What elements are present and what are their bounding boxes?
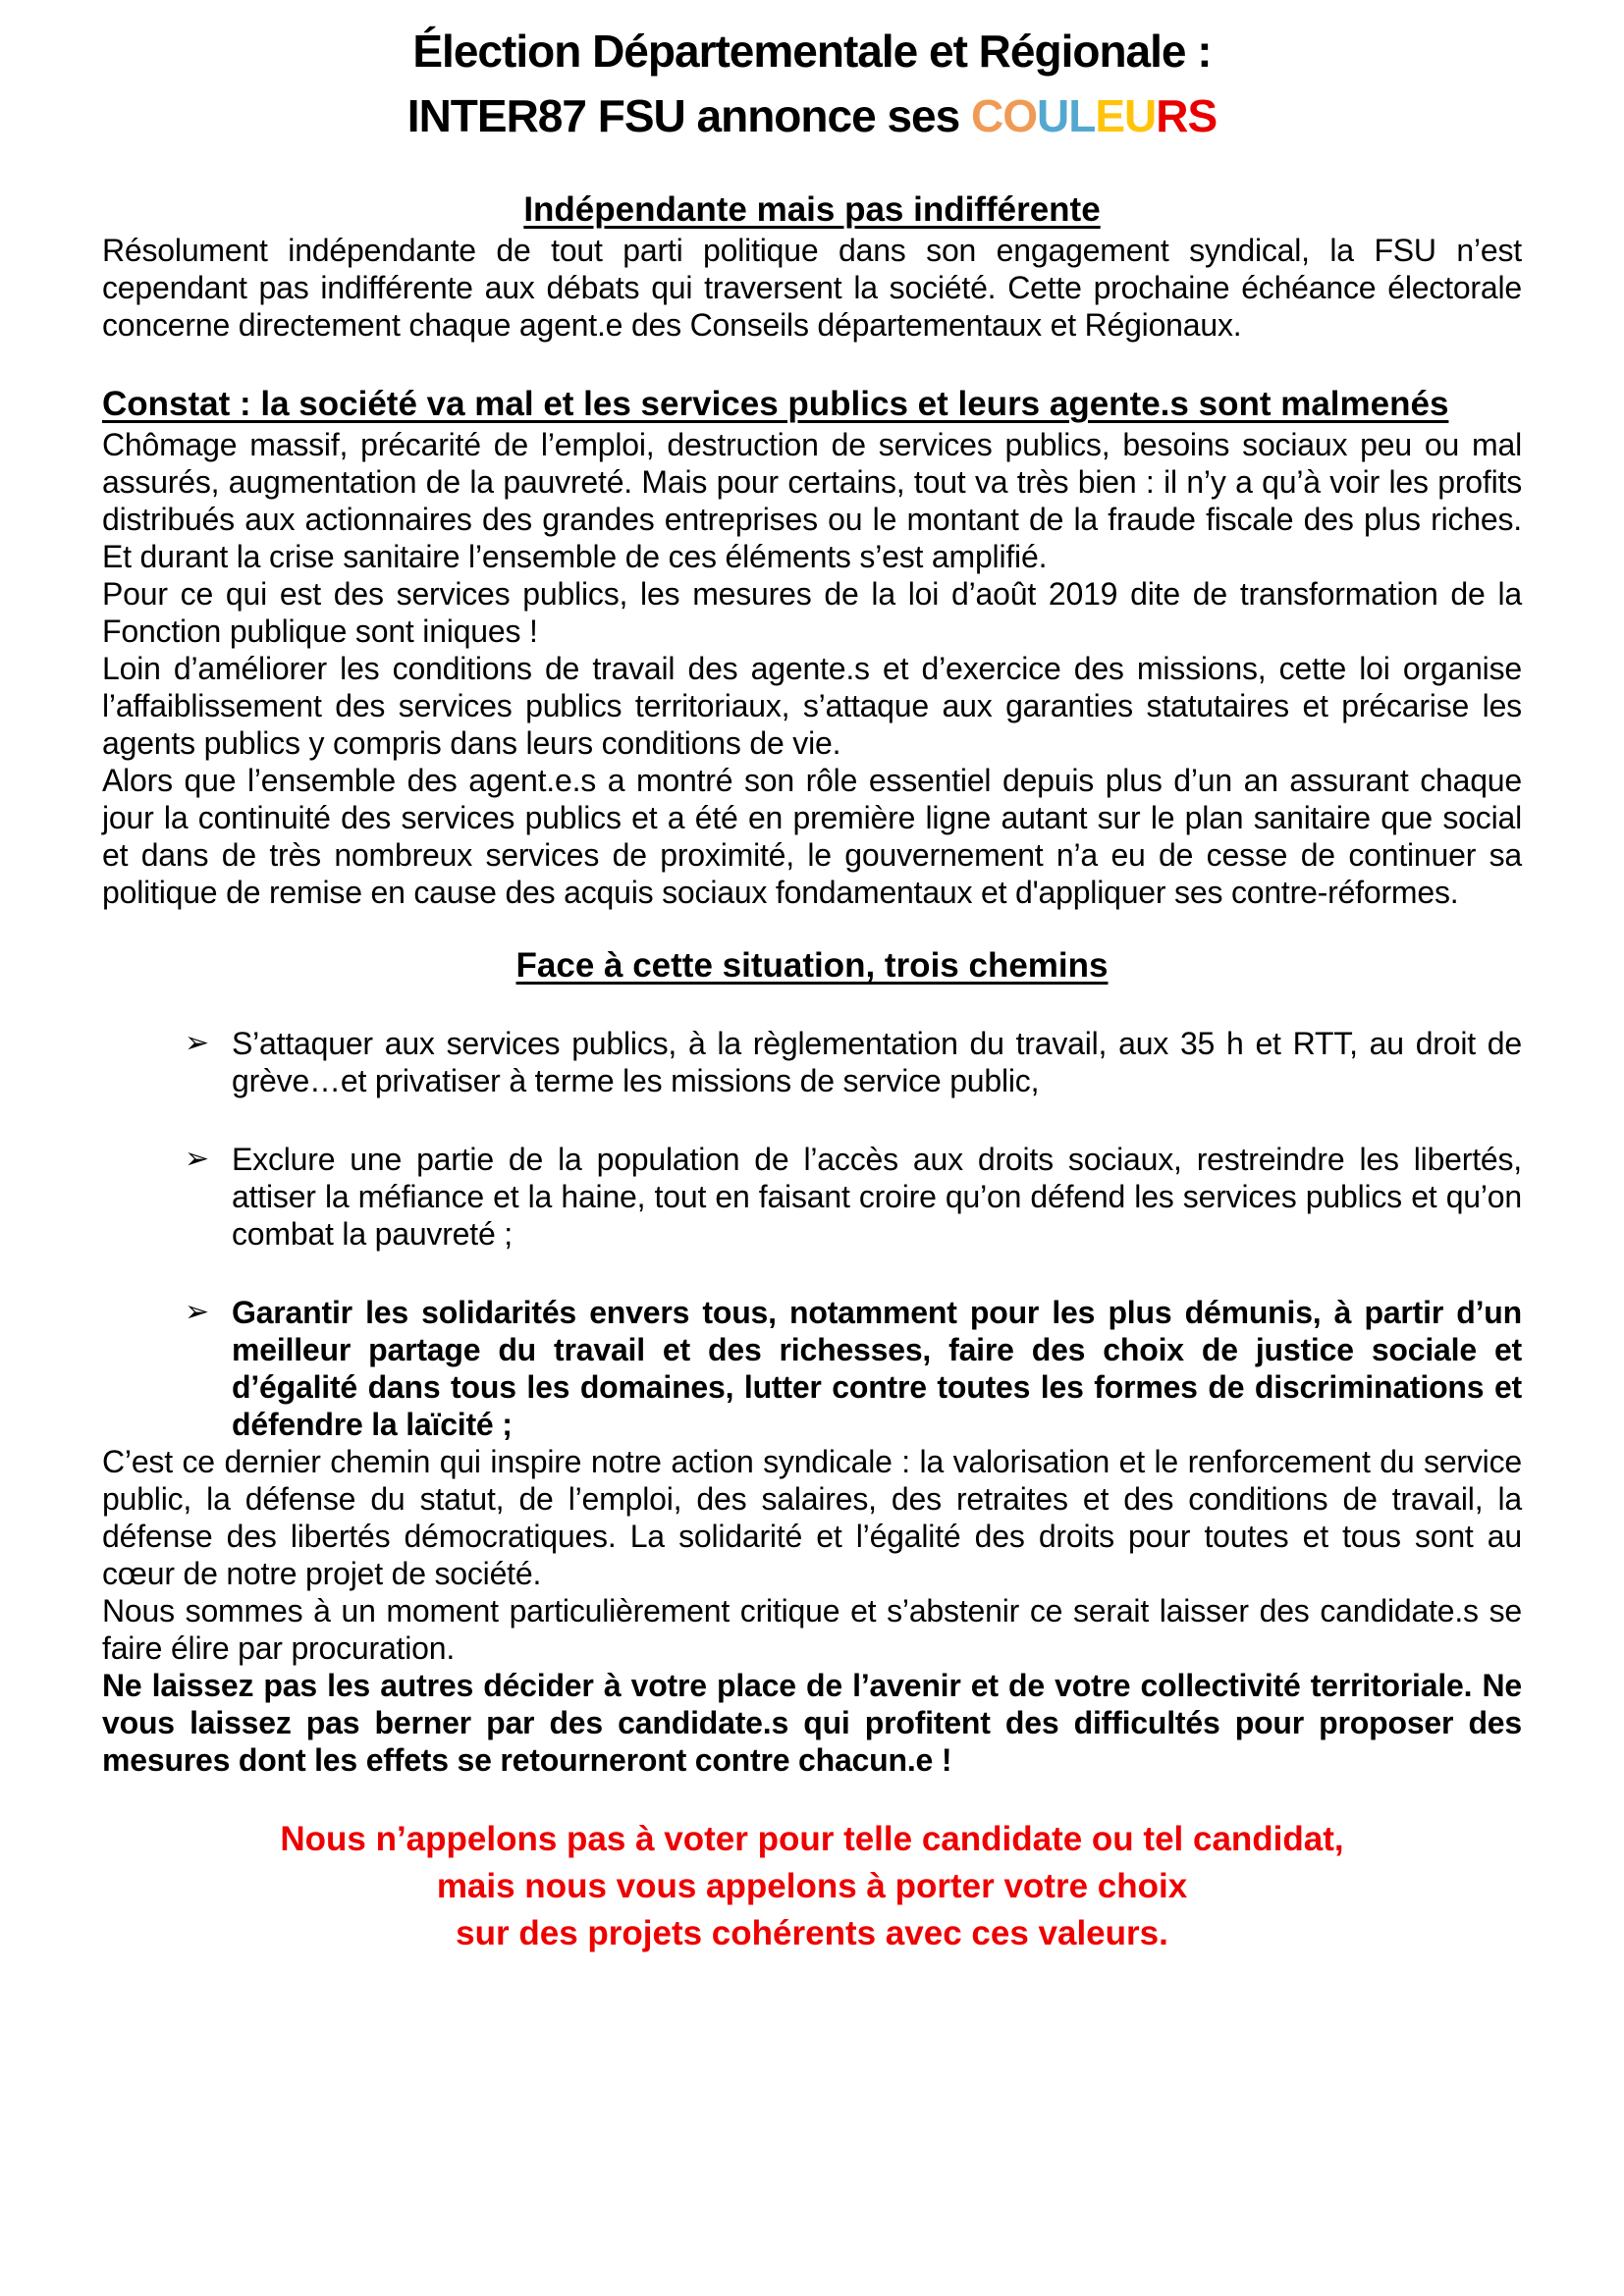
couleurs-letter: E [1095,90,1125,141]
couleurs-letter: C [970,90,1003,141]
couleurs-letter: U [1124,90,1157,141]
section-heading-chemins [102,944,1522,988]
paragraph-constat-1: Chômage massif, précarité de l’emploi, destruction de services publics, besoins sociaux peu ou mal assurés, augmentation de la pauvreté. Mais pour certains, tout va très bien : il n’y a qu’à voir les profits distribués aux actionnaires des grandes entreprises ou le montant de la fraude fiscale des plus riches. Et durant la crise sanitaire l’ensemble de ces éléments s’est amplifié. [102,427,1522,574]
paragraph-constat-4: Alors que l’ensemble des agent.e.s a montré son rôle essentiel depuis plus d’un an assurant chaque jour la continuité des services publics et a été en première ligne autant sur le plan sanitaire que social et dans de très nombreux services de proximité, le gouvernement n’a eu de cesse de continuer sa politique de remise en cause des acquis sociaux fondamentaux et d'appliquer ses contre-réformes. [102,763,1522,910]
heading-text: Face à cette situation, trois chemins [515,946,1109,985]
couleurs-word [971,90,1217,141]
bullet-item [185,1141,1522,1253]
document-title-line2 [102,88,1522,143]
appeal-line-2: mais nous vous appelons à porter votre choix [436,1867,1188,1905]
paragraph-warning: Ne laissez pas les autres décider à votre place de l’avenir et de votre collectivité territoriale. Ne vous laissez pas berner par des candidate.s qui profitent des difficultés pour proposer des mesures dont les effets se retourneront contre chacun.e ! [102,1668,1522,1778]
heading-text: Indépendante mais pas indifférente [523,190,1101,229]
couleurs-letter: O [1002,90,1037,141]
paragraph-constat-3: Loin d’améliorer les conditions de travail des agente.s et d’exercice des missions, cette loi organise l’affaiblissement des services publics territoriaux, s’attaque aux garanties statutaires et précarise les agents publics y compris dans leurs conditions de vie. [102,651,1522,761]
couleurs-letter: R [1156,90,1188,141]
appeal-line-3: sur des projets cohérents avec ces valeurs. [456,1914,1168,1952]
arrow-bullet-icon: ➢ [185,1143,210,1175]
appeal-block [102,1816,1522,1957]
bullet-text: S’attaquer aux services publics, à la règlementation du travail, aux 35 h et RTT, au droit de grève…et privatiser à terme les missions de service public, [232,1026,1522,1098]
bullet-text: Exclure une partie de la population de l’accès aux droits sociaux, restreindre les libertés, attiser la méfiance et la haine, tout en faisant croire qu’on défend les services publics et qu’on combat la pauvreté ; [232,1142,1522,1252]
bullet-text: Garantir les solidarités envers tous, notamment pour les plus démunis, à partir d’un meilleur partage du travail et des richesses, faire des choix de justice sociale et d’égalité dans tous les domaines, lutter contre toutes les formes de discriminations et défendre la laïcité ; [232,1295,1522,1442]
paragraph-conclusion-2: Nous sommes à un moment particulièrement critique et s’abstenir ce serait laisser des candidate.s se faire élire par procuration. [102,1593,1522,1666]
arrow-bullet-icon: ➢ [185,1027,210,1059]
couleurs-letter: L [1068,90,1096,141]
document-title-line1: Élection Départementale et Régionale : [412,26,1212,77]
bullet-item [185,1294,1522,1443]
heading-text: Constat : la société va mal et les services publics et leurs agente.s sont malmenés [102,385,1449,423]
section-heading-constat [102,383,1522,426]
section-heading-independante [102,188,1522,232]
arrow-bullet-icon: ➢ [185,1296,210,1328]
title-line2-prefix: INTER87 FSU annonce ses [406,90,971,141]
couleurs-letter: U [1037,90,1069,141]
paragraph-independante: Résolument indépendante de tout parti politique dans son engagement syndical, la FSU n’est cependant pas indifférente aux débats qui traversent la société. Cette prochaine échéance électorale concerne directement chaque agent.e des Conseils départementaux et Régionaux. [102,233,1522,343]
paragraph-conclusion-1: C’est ce dernier chemin qui inspire notre action syndicale : la valorisation et le renforcement du service public, la défense du statut, de l’emploi, des salaires, des retraites et des conditions de travail, la défense des libertés démocratiques. La solidarité et l’égalité des droits pour toutes et tous sont au cœur de notre projet de société. [102,1444,1522,1591]
appeal-line-1: Nous n’appelons pas à voter pour telle candidate ou tel candidat, [280,1820,1344,1858]
bullet-list [102,1025,1522,1443]
paragraph-constat-2: Pour ce qui est des services publics, les mesures de la loi d’août 2019 dite de transformation de la Fonction publique sont iniques ! [102,576,1522,649]
couleurs-letter: S [1187,90,1218,141]
bullet-item [185,1025,1522,1099]
